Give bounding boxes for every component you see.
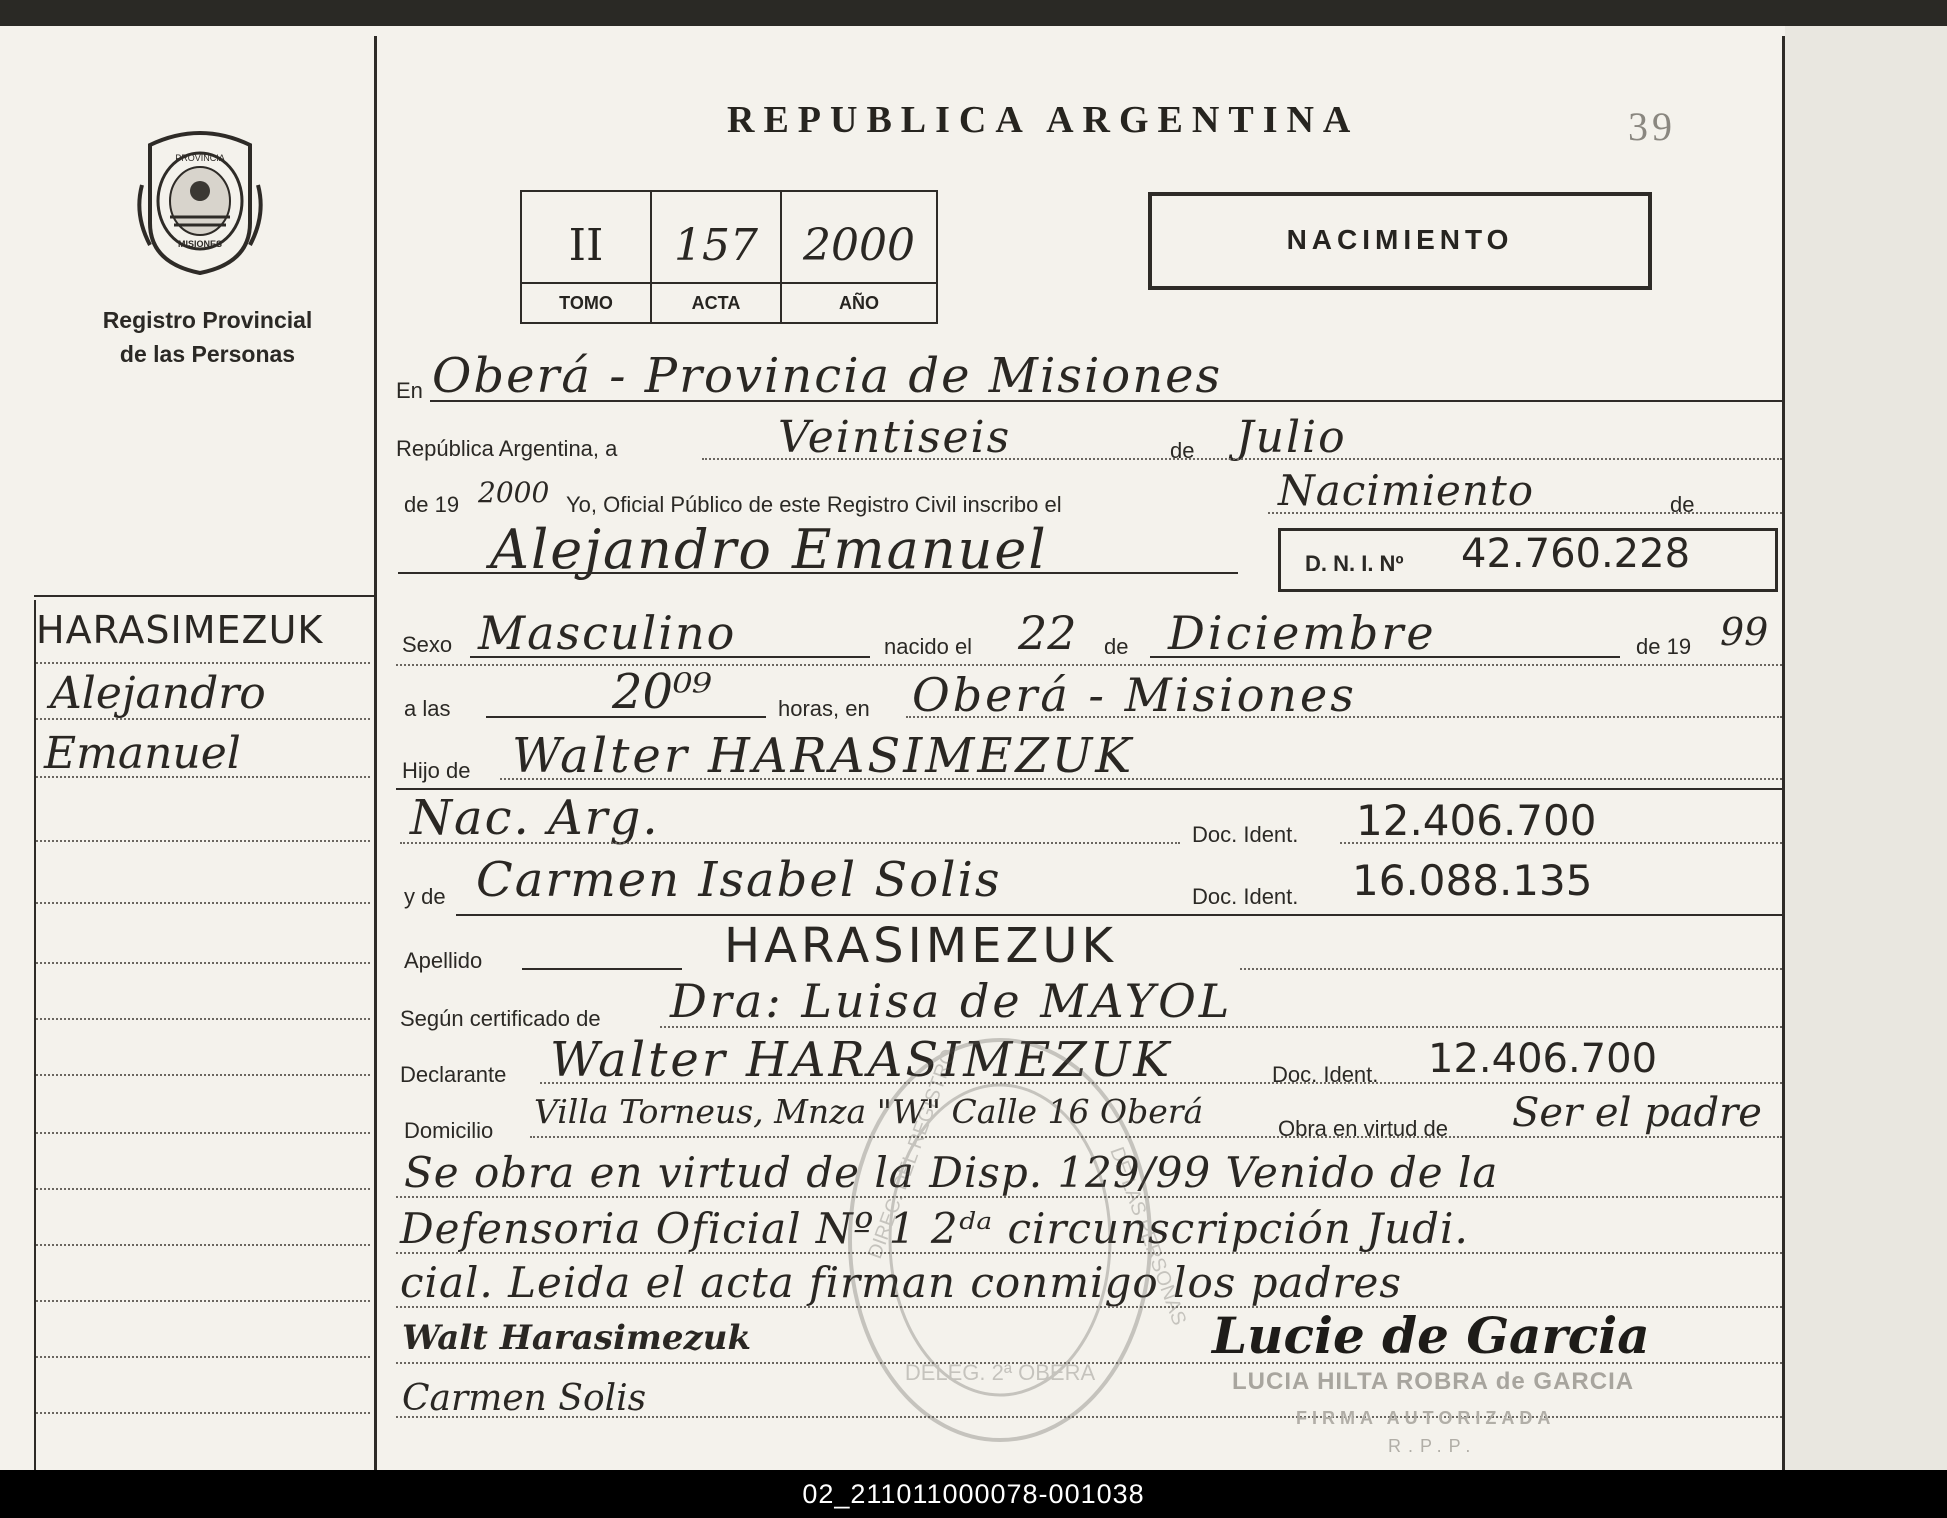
father-value: Walter HARASIMEZUK [512, 728, 1135, 784]
official-registry: R.P.P. [1388, 1436, 1478, 1456]
remarks-line-2: Defensoria Oficial Nº 1 2ᵈᵃ circunscripción Judi. [400, 1204, 1469, 1253]
image-caption: 02_211011000078-001038 [802, 1479, 1145, 1509]
stamp-text-right: DE LAS PERSONAS [1105, 1144, 1191, 1329]
margin-line [36, 1132, 370, 1134]
margin-line [36, 840, 370, 842]
seal-top-text: PROVINCIA [175, 153, 225, 163]
label-de-month: de [1170, 438, 1195, 463]
label-republica: República Argentina, a [396, 436, 618, 461]
remarks-line-3: cial. Leida el acta firman conmigo los padres [400, 1258, 1402, 1307]
birth-place-value: Oberá - Misiones [912, 668, 1357, 722]
label-de-19: de 19 [1636, 634, 1692, 659]
label-domicilio: Domicilio [404, 1118, 494, 1143]
act-kind-line [1268, 512, 1782, 514]
margin-line [36, 776, 370, 778]
label-hijo-de: Hijo de [402, 758, 471, 783]
registry-office-name [70, 303, 345, 371]
birth-month-value: Diciembre [1168, 606, 1437, 660]
month-value: Julio [1236, 412, 1347, 463]
margin-line [36, 962, 370, 964]
label-doc-ident-mother: Doc. Ident. [1192, 884, 1299, 909]
sex-line [470, 656, 870, 658]
left-border-line [34, 600, 36, 1470]
stamp-text-bottom: DELEG. 2ª OBERA [904, 1360, 1096, 1385]
margin-line [36, 1300, 370, 1302]
margin-line [36, 718, 370, 720]
place-value: Oberá - Provincia de Misiones [432, 348, 1223, 404]
label-obra: Obra en virtud de [1278, 1116, 1448, 1141]
mother-value: Carmen Isabel Solis [476, 852, 1002, 908]
act-type-label: NACIMIENTO [1286, 224, 1514, 255]
table-label-divider [522, 282, 936, 284]
label-de-birth-month: de [1104, 634, 1129, 659]
left-column-top-rule [34, 595, 374, 597]
date-line [702, 458, 1782, 460]
father-doc-value: 12.406.700 [1356, 796, 1597, 845]
official-signature: Lucie de Garcia [1212, 1306, 1650, 1365]
day-value: Veintiseis [778, 412, 1012, 463]
parent-signature-1: Walt Harasimezuk [402, 1318, 752, 1358]
anio-label: AÑO [839, 293, 879, 313]
label-doc-ident-father: Doc. Ident. [1192, 822, 1299, 847]
anio-cell [782, 192, 936, 322]
by-virtue-value: Ser el padre [1512, 1090, 1762, 1136]
label-de-year: de 19 [404, 492, 460, 517]
anio-value: 2000 [803, 220, 915, 271]
image-caption-bar [0, 1470, 1947, 1518]
official-role: FIRMA AUTORIZADA [1296, 1408, 1556, 1428]
margin-line [36, 902, 370, 904]
child-name-value: Alejandro Emanuel [490, 518, 1048, 581]
birth-month-line [1150, 656, 1620, 658]
label-doc-ident-declarant: Doc. Ident. [1272, 1062, 1379, 1087]
stamp-text-left: DIREC. DEL REGISTRO [864, 1046, 961, 1262]
margin-line [36, 1412, 370, 1414]
birth-time-value: 20⁰⁹ [612, 664, 712, 720]
dni-value: 42.760.228 [1461, 531, 1691, 577]
act-kind-value: Nacimiento [1278, 466, 1535, 515]
place-line [430, 400, 1782, 402]
father-doc-line [1340, 842, 1782, 844]
acta-label: ACTA [691, 293, 741, 313]
certificate-line [660, 1026, 1782, 1028]
margin-surname: HARASIMEZUK [36, 608, 324, 652]
birth-time-line [486, 716, 766, 718]
label-segun: Según certificado de [400, 1006, 601, 1031]
margin-line [36, 662, 370, 664]
birth-day-value: 22 [1018, 606, 1077, 660]
child-name-line [398, 572, 1238, 574]
surname-line [1240, 968, 1782, 970]
nationality-line [400, 842, 1180, 844]
margin-first-name: Alejandro [50, 668, 266, 719]
registry-number-table [520, 190, 938, 324]
right-column-divider [1782, 36, 1785, 1470]
label-en: En [396, 378, 423, 403]
act-type-box [1148, 192, 1652, 290]
seal-bottom-text: MISIONES [177, 239, 223, 249]
surname-line [522, 968, 682, 970]
label-dni: D. N. I. Nº [1305, 551, 1404, 576]
mother-doc-value: 16.088.135 [1352, 856, 1593, 905]
address-value: Villa Torneus, Mnza "W" Calle 16 Oberá [534, 1092, 1204, 1131]
label-sexo: Sexo [402, 632, 453, 657]
remarks-line-1: Se obra en virtud de la Disp. 129/99 Venido de la [404, 1148, 1499, 1197]
margin-second-name: Emanuel [44, 728, 241, 779]
tomo-cell [522, 192, 652, 322]
birth-place-line [906, 716, 1782, 718]
office-line-1: Registro Provincial [102, 307, 313, 333]
label-declarante: Declarante [400, 1062, 507, 1087]
official-name: LUCIA HILTA ROBRA de GARCIA [1232, 1368, 1635, 1395]
margin-line [36, 1074, 370, 1076]
document-title: REPUBLICA ARGENTINA [727, 99, 1360, 141]
margin-line [36, 1356, 370, 1358]
parent-signature-2: Carmen Solis [402, 1378, 647, 1419]
acta-cell [652, 192, 782, 322]
left-column-divider [374, 36, 377, 1470]
label-yo-oficial: Yo, Oficial Público de este Registro Civil inscribo el [566, 492, 1062, 517]
acta-value: 157 [674, 220, 758, 271]
row-separator [456, 914, 1782, 916]
row-separator [396, 664, 1782, 666]
page-number: 39 [1628, 104, 1676, 149]
birth-year-value: 99 [1720, 610, 1769, 654]
tomo-value: II [568, 220, 604, 271]
declarant-line [540, 1082, 1782, 1084]
certificate-by-value: Dra: Luisa de MAYOL [670, 974, 1233, 1028]
page-right-edge [1785, 26, 1947, 1470]
declarant-value: Walter HARASIMEZUK [550, 1032, 1173, 1088]
margin-line [36, 1018, 370, 1020]
tomo-label: TOMO [559, 293, 613, 313]
label-a-las: a las [404, 696, 451, 721]
declarant-doc-value: 12.406.700 [1428, 1036, 1658, 1082]
margin-line [36, 1244, 370, 1246]
surname-value: HARASIMEZUK [724, 918, 1118, 974]
label-y-de: y de [404, 884, 446, 909]
label-apellido: Apellido [404, 948, 483, 973]
year-written-value: 2000 [478, 476, 550, 509]
father-nationality-value: Nac. Arg. [410, 790, 660, 846]
label-nacido: nacido el [884, 634, 973, 659]
margin-line [36, 1188, 370, 1190]
label-de-child: de [1670, 492, 1695, 517]
office-line-2: de las Personas [119, 341, 296, 367]
dni-box [1278, 528, 1778, 592]
provincial-seal-icon [130, 125, 270, 275]
sex-value: Masculino [478, 606, 737, 660]
father-line [500, 778, 1782, 780]
label-horas: horas, en [778, 696, 870, 721]
